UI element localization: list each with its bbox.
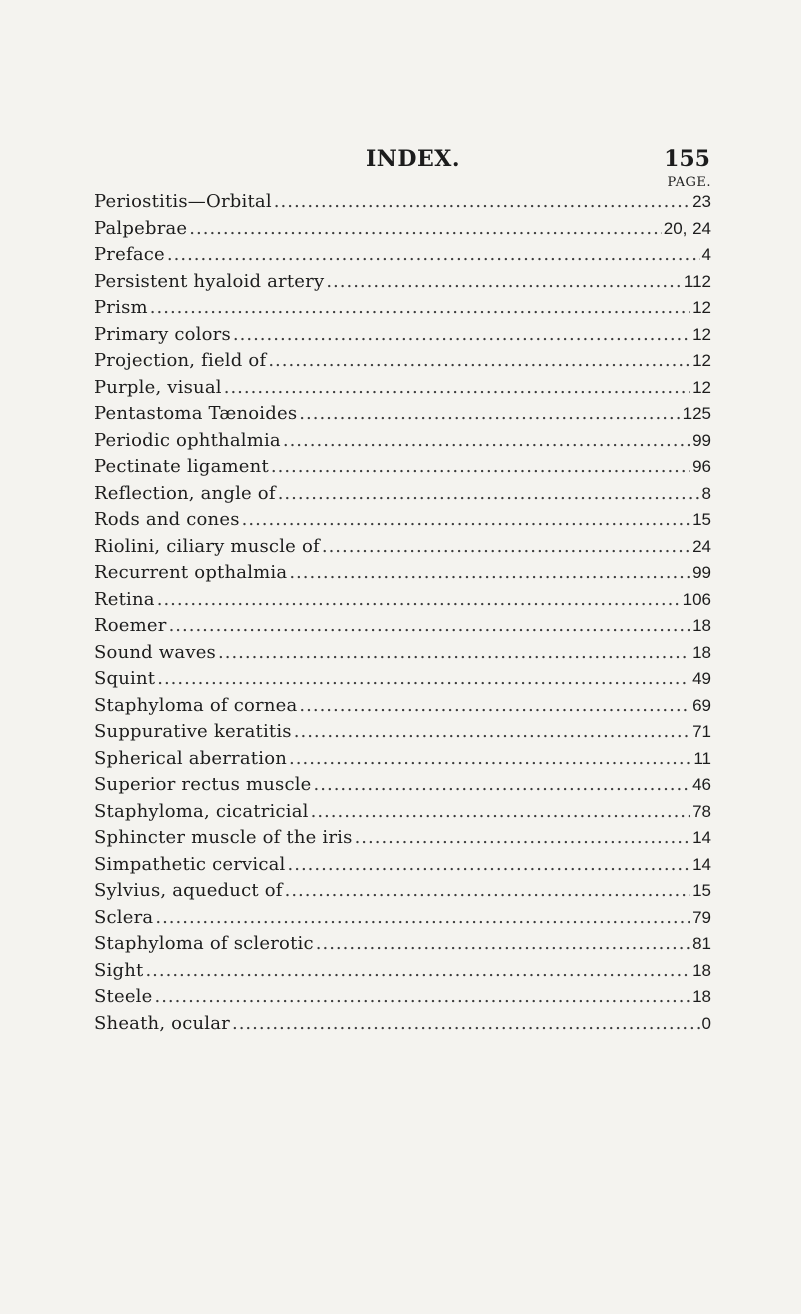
entry-page-ref: 78 [692,801,711,821]
entry-term: Suppurative keratitis [94,721,292,742]
entry-term: Staphyloma of cornea [94,694,298,716]
entry-term: Pentastoma Tænoides [94,403,298,424]
dot-leader [314,774,691,795]
entry-page-ref: 79 [692,907,711,927]
index-entry [94,271,711,298]
dot-leader [289,748,691,769]
entry-page-ref: 23 [692,192,711,211]
entry-term: Projection, field of [94,350,267,371]
index-entry [94,509,711,536]
entry-term: Reflection, angle of [94,482,276,504]
entry-page-ref: 99 [692,430,711,450]
dot-leader [271,456,690,477]
index-entry [94,1013,711,1040]
dot-leader [355,827,691,848]
page-number: 155 [664,146,710,172]
dot-leader [322,536,690,557]
entry-page-ref: 0 [701,1013,711,1033]
entry-page-ref: 20, 24 [663,218,711,238]
index-entry [94,854,711,881]
entry-page-ref: 14 [692,828,711,847]
dot-leader [268,350,690,371]
entry-page-ref: 125 [682,404,711,423]
entry-term: Superior rectus muscle [94,774,312,795]
dot-leader [299,695,690,716]
entry-term: Spherical aberration [94,747,288,769]
entry-term: Rods and cones [94,509,240,530]
dot-leader [218,642,690,663]
index-entry [94,801,711,828]
entry-term: Sight [94,959,144,981]
entry-page-ref: 12 [692,324,711,344]
index-entry [94,191,711,218]
index-entries [94,191,711,1039]
index-entry [94,668,711,695]
entry-page-ref: 81 [692,934,711,953]
index-entry [94,350,711,377]
index-entry [94,907,711,934]
entry-page-ref: 96 [692,457,711,476]
entry-page-ref: 15 [692,881,711,900]
entry-term: Periodic ophthalmia [94,429,281,451]
dot-leader [316,933,690,954]
dot-leader [278,483,700,504]
entry-page-ref: 18 [692,987,711,1006]
entry-page-ref: 46 [692,775,711,794]
index-entry [94,244,711,271]
entry-term: Palpebrae [94,217,188,239]
dot-leader [224,377,690,398]
index-entry [94,642,711,669]
index-entry [94,615,711,642]
entry-term: Roemer [94,615,167,636]
entry-page-ref: 14 [692,854,711,874]
entry-page-ref: 18 [692,642,711,662]
entry-page-ref: 4 [701,245,711,264]
running-title: INDEX. [366,146,460,172]
entry-term: Squint [94,668,156,689]
dot-leader [150,297,690,318]
entry-page-ref: 15 [692,510,711,529]
index-entry [94,721,711,748]
dot-leader [289,562,690,583]
page-header [0,146,801,176]
index-entry [94,483,711,510]
entry-page-ref: 99 [692,563,711,582]
entry-term: Staphyloma of sclerotic [94,933,314,954]
entry-page-ref: 24 [692,536,711,556]
entry-term: Purple, visual [94,376,222,398]
entry-term: Recurrent opthalmia [94,562,288,583]
dot-leader [299,403,680,424]
index-entry [94,430,711,457]
entry-term: Retina [94,588,155,610]
entry-term: Sylvius, aqueduct of [94,880,283,901]
dot-leader [288,854,691,875]
entry-term: Preface [94,244,165,265]
index-entry [94,986,711,1013]
index-entry [94,403,711,430]
index-entry [94,456,711,483]
index-entry [94,748,711,775]
index-entry [94,695,711,722]
dot-leader [145,960,690,981]
dot-leader [274,191,690,212]
dot-leader [157,668,690,689]
page-column-label: PAGE. [667,175,711,190]
entry-term: Primary colors [94,323,231,345]
entry-term: Pectinate ligament [94,456,269,477]
index-entry [94,324,711,351]
entry-page-ref: 11 [693,748,711,768]
entry-page-ref: 106 [682,589,711,609]
entry-page-ref: 49 [692,669,711,688]
index-entry [94,562,711,589]
dot-leader [154,986,690,1007]
entry-page-ref: 12 [692,298,711,317]
entry-page-ref: 12 [692,377,711,397]
dot-leader [294,721,690,742]
index-entry [94,880,711,907]
dot-leader [233,324,690,345]
index-entry [94,827,711,854]
dot-leader [169,615,691,636]
index-entry [94,218,711,245]
dot-leader [283,430,690,451]
dot-leader [326,271,682,292]
dot-leader [285,880,690,901]
dot-leader [157,589,681,610]
entry-term: Sheath, ocular [94,1012,230,1034]
entry-page-ref: 18 [692,616,711,635]
entry-term: Sclera [94,906,154,928]
dot-leader [155,907,690,928]
index-entry [94,774,711,801]
entry-term: Sound waves [94,641,216,663]
entry-term: Simpathetic cervical [94,853,286,875]
index-entry [94,377,711,404]
entry-term: Periostitis—Orbital [94,191,272,212]
index-entry [94,960,711,987]
entry-page-ref: 69 [692,695,711,715]
entry-term: Sphincter muscle of the iris [94,827,353,848]
entry-term: Prism [94,297,148,318]
entry-page-ref: 71 [692,722,711,741]
dot-leader [167,244,700,265]
index-entry [94,589,711,616]
entry-page-ref: 18 [692,960,711,980]
index-entry [94,536,711,563]
entry-page-ref: 112 [683,271,711,291]
index-entry [94,297,711,324]
index-entry [94,933,711,960]
entry-page-ref: 12 [692,351,711,370]
entry-term: Staphyloma, cicatricial [94,800,309,822]
entry-page-ref: 8 [701,483,711,503]
entry-term: Steele [94,986,153,1007]
entry-term: Persistent hyaloid artery [94,270,325,292]
dot-leader [189,218,661,239]
dot-leader [242,509,690,530]
entry-term: Riolini, ciliary muscle of [94,535,320,557]
dot-leader [232,1013,700,1034]
dot-leader [311,801,690,822]
